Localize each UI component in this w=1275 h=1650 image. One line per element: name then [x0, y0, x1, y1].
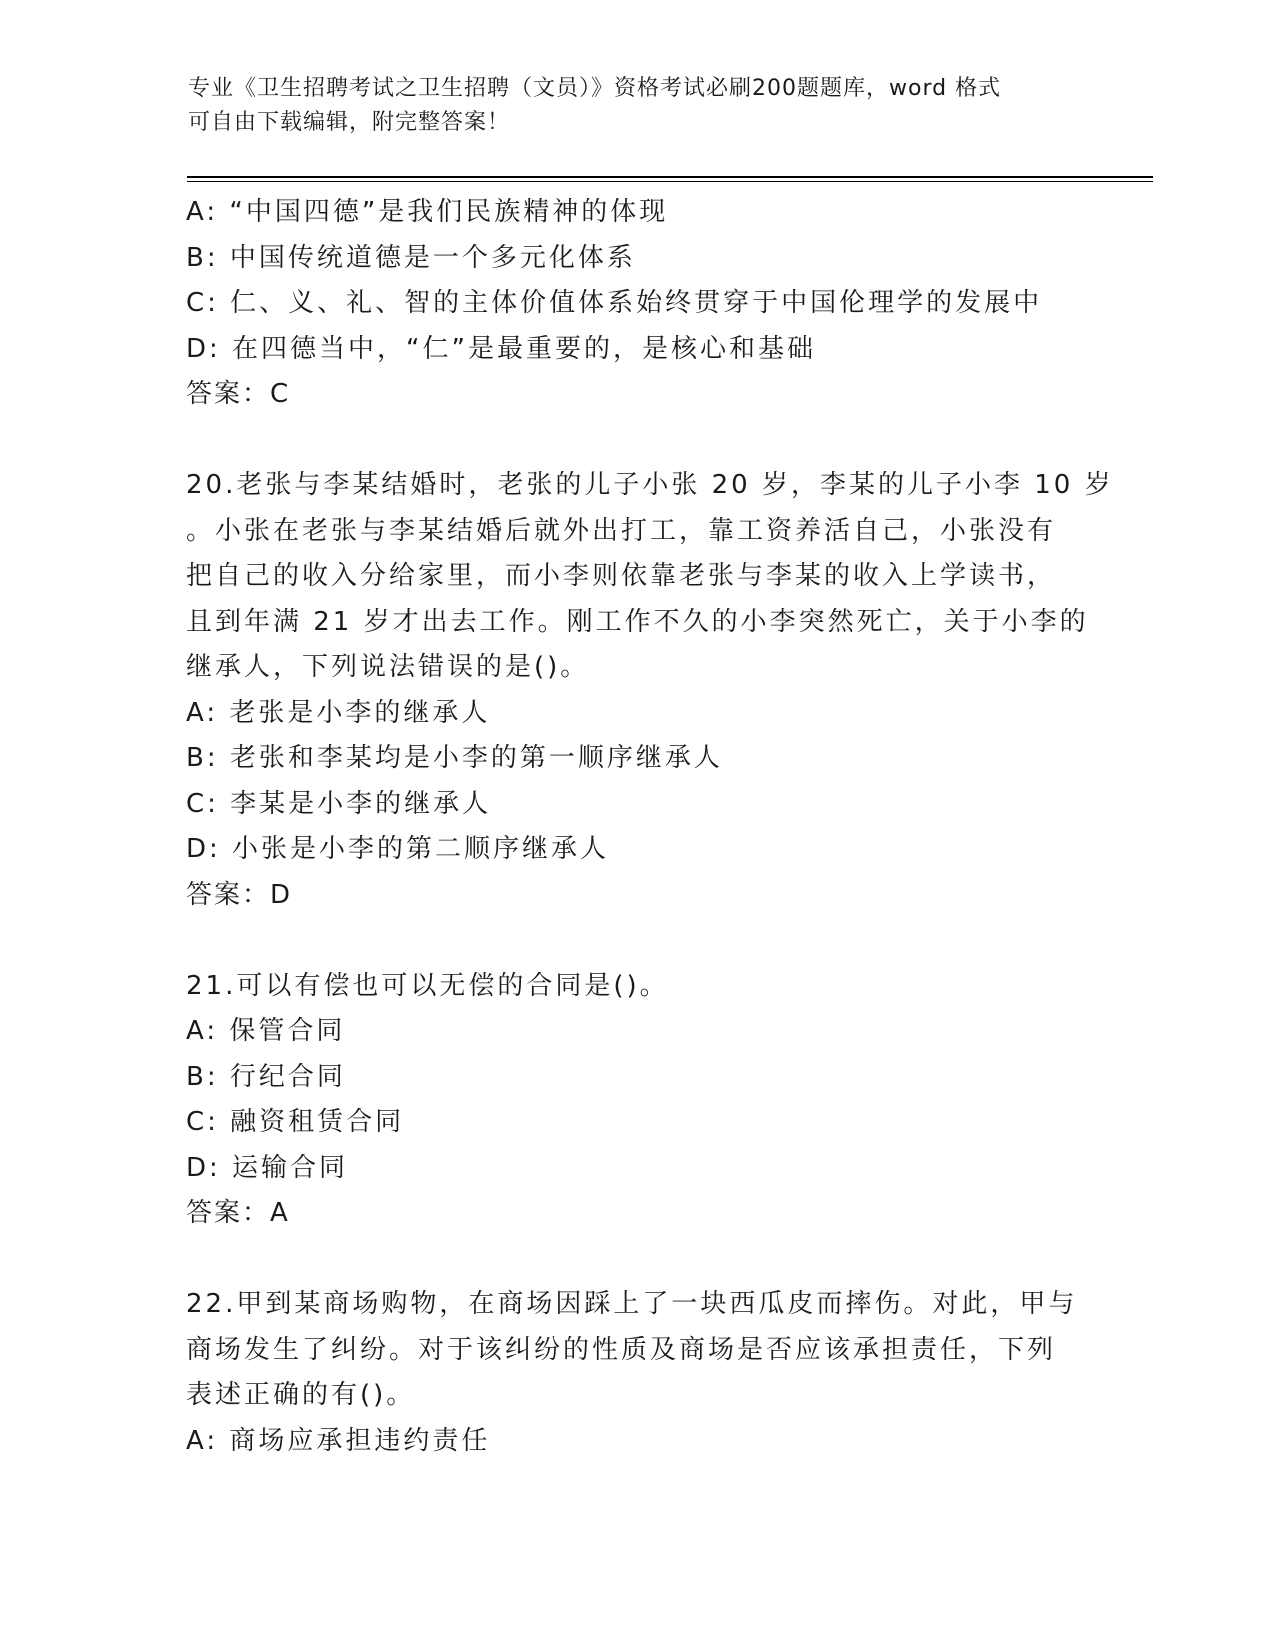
header-title-line-2: 可自由下载编辑，附完整答案！: [188, 110, 511, 135]
question-22: [186, 1282, 1086, 1464]
option-a: A: 商场应承担违约责任: [186, 1425, 491, 1456]
question-stem-line: 20.老张与李某结婚时，老张的儿子小张 20 岁，李某的儿子小李 10 岁: [186, 470, 1114, 500]
question-stem-line: 商场发生了纠纷。对于该纠纷的性质及商场是否应该承担责任，下列: [186, 1334, 1057, 1365]
question-stem-line: 继承人，下列说法错误的是()。: [186, 652, 590, 682]
answer-line: 答案：D: [186, 879, 293, 910]
question-stem-line: 22.甲到某商场购物，在商场因踩上了一块西瓜皮而摔伤。对此，甲与: [186, 1289, 1078, 1319]
question-stem-line: 且到年满 21 岁才出去工作。刚工作不久的小李突然死亡，关于小李的: [186, 606, 1089, 637]
question-stem-line: 表述正确的有()。: [186, 1380, 416, 1410]
document-header: [188, 72, 1078, 140]
option-c: C: 仁、义、礼、智的主体价值体系始终贯穿于中国伦理学的发展中: [186, 288, 1043, 318]
option-a: A: 老张是小李的继承人: [186, 697, 491, 728]
question-19: [186, 190, 1086, 418]
header-divider: [187, 176, 1153, 178]
option-b: B: 中国传统道德是一个多元化体系: [186, 242, 636, 273]
question-20: [186, 463, 1114, 918]
spacer: [186, 918, 1086, 964]
header-divider-thin: [187, 181, 1153, 182]
question-stem-line: 把自己的收入分给家里，而小李则依靠老张与李某的收入上学读书，: [186, 561, 1057, 591]
option-c: C: 李某是小李的继承人: [186, 788, 492, 819]
question-stem-line: 21.可以有偿也可以无偿的合同是()。: [186, 970, 669, 1001]
option-b: B: 老张和李某均是小李的第一顺序继承人: [186, 743, 723, 773]
header-title-line-1: 专业《卫生招聘考试之卫生招聘（文员）》资格考试必刷200题题库，word 格式: [188, 76, 1002, 101]
option-d: D: 小张是小李的第二顺序继承人: [186, 834, 610, 864]
option-a: A: 保管合同: [186, 1016, 346, 1046]
option-d: D: 运输合同: [186, 1152, 349, 1183]
question-stem-line: 。小张在老张与李某结婚后就外出打工，靠工资养活自己，小张没有: [186, 515, 1057, 546]
spacer: [186, 1237, 1086, 1283]
document-body: [186, 190, 1114, 1464]
question-21: [186, 964, 1086, 1237]
answer-line: 答案：A: [186, 1198, 290, 1228]
option-d: D: 在四德当中，“仁”是最重要的，是核心和基础: [186, 333, 816, 364]
option-a: A: “中国四德”是我们民族精神的体现: [186, 197, 669, 227]
spacer: [186, 418, 1086, 464]
option-b: B: 行纪合同: [186, 1061, 346, 1092]
answer-line: 答案：C: [186, 379, 291, 409]
option-c: C: 融资租赁合同: [186, 1107, 405, 1137]
